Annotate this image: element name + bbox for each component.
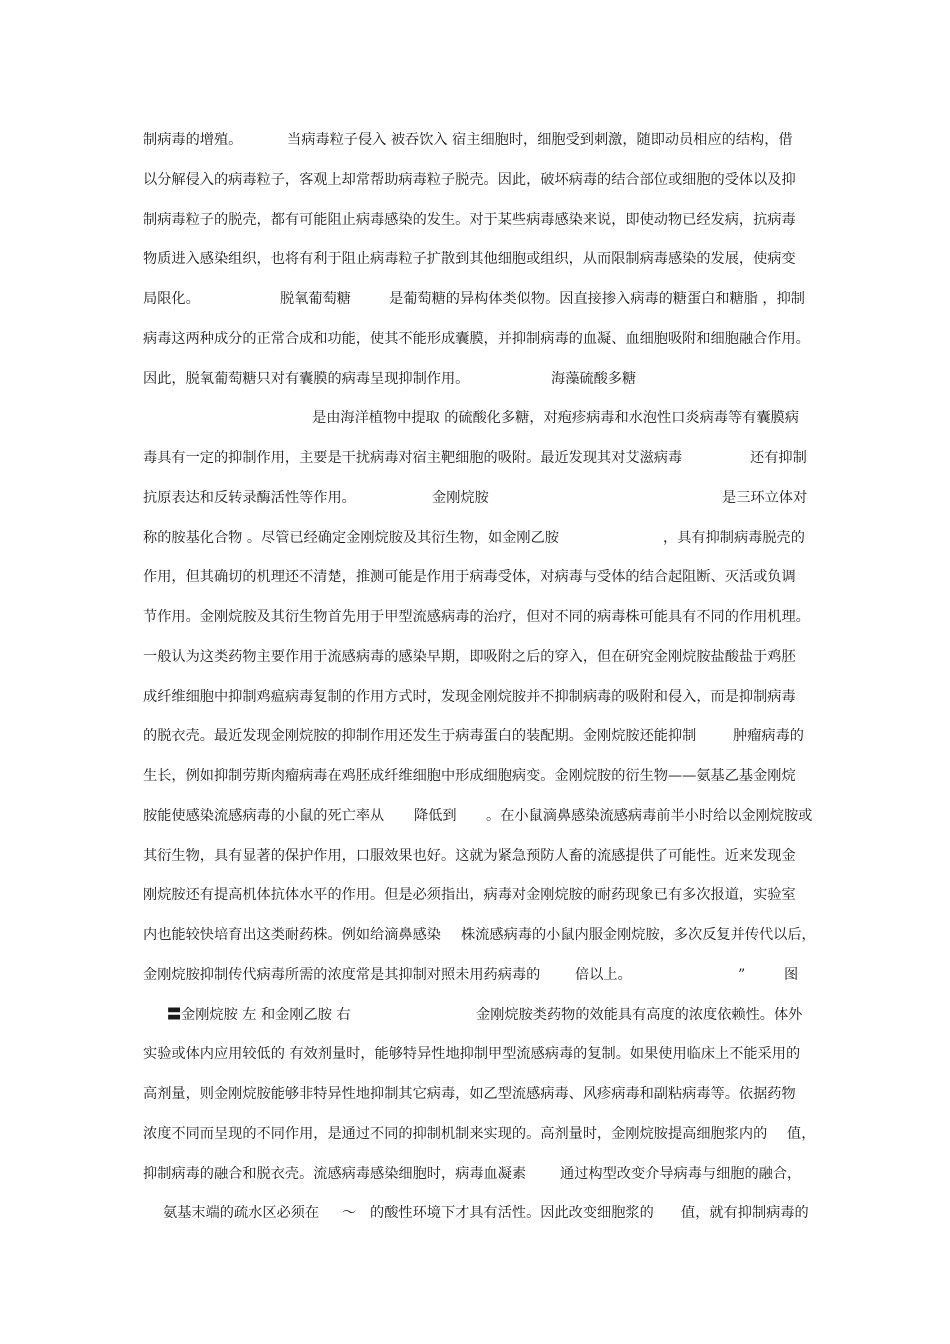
text-segment: 海藻硫酸多糖 [551,370,637,387]
text-segment: ～ [342,1205,357,1222]
text-segment: 节作用。金刚烷胺及其衍生物首先用于甲型流感病毒的治疗，但对不同的病毒株可能具有不同的作用机理。 [143,609,810,625]
text-line [0,370,950,388]
text-segment: 值，就有抑制病毒的 [681,1205,809,1222]
text-segment: 称的胺基化合物 。尽管已经确定金刚烷胺及其衍生物，如金刚乙胺 [143,529,559,546]
text-segment: 因此，脱氧葡萄糖只对有囊膜的病毒呈现抑制作用。 [143,370,470,387]
text-line [0,847,950,865]
text-line [0,449,950,467]
text-segment: 抑制病毒的融合和脱衣壳。流感病毒感染细胞时，病毒血凝素 [143,1165,527,1182]
text-segment: 以分解侵入的病毒粒子，客观上却常帮助病毒粒子脱壳。因此，破坏病毒的结合部位或细胞的受体以及抑 [143,171,796,188]
text-line [0,409,950,427]
text-segment: 通过构型改变介导病毒与细胞的融合， [560,1165,802,1182]
text-segment: 物质进入感染组织，也将有利于阻止病毒粒子扩散到其他细胞或组织，从而限制病毒感染的发展，使病变 [143,251,796,268]
text-line [0,211,950,229]
text-segment: 一般认为这类药物主要作用于流感病毒的感染早期，即吸附之后的穿入，但在研究金刚烷胺盐酸盐于鸡胚 [143,648,796,665]
text-line [0,529,950,547]
text-segment: 当病毒粒子侵入 被吞饮入 宿主细胞时，细胞受到刺激，随即动员相应的结构，借 [287,132,793,148]
text-line [0,608,950,626]
text-segment: 浓度不同而呈现的不同作用，是通过不同的抑制机制来实现的。高剂量时，金刚烷胺提高细胞浆内的 [143,1125,768,1142]
text-segment: 的脱衣壳。最近发现金刚烷胺的抑制作用还发生于病毒蛋白的装配期。金刚烷胺还能抑制 [143,728,697,745]
text-segment: 。在小鼠滴鼻感染流感病毒前半小时给以金刚烷胺或 [486,807,813,824]
text-line [0,290,950,308]
text-segment: 成纤维细胞中抑制鸡瘟病毒复制的作用方式时，发现金刚烷胺并不抑制病毒的吸附和侵入，而是抑制病毒 [143,688,796,705]
text-line [0,727,950,745]
text-line [0,1006,950,1024]
text-segment: 金刚烷胺 [432,489,489,506]
text-segment: 作用，但其确切的机理还不清楚，推测可能是作用于病毒受体，对病毒与受体的结合起阻断、灭活或负调 [143,569,796,586]
text-segment: 毒具有一定的抑制作用，主要是干扰病毒对宿主靶细胞的吸附。最近发现其对艾滋病毒 [143,450,683,466]
text-segment: 倍以上。 [575,966,632,983]
text-line [0,171,950,189]
text-segment: 值， [787,1125,816,1142]
text-segment: 株流感病毒的小鼠内服金刚烷胺，多次反复并传代以后， [461,927,816,943]
text-segment: 脱氧葡萄糖 [280,291,351,307]
text-line [0,648,950,666]
text-line [0,1045,950,1063]
text-segment: 其衍生物，具有显著的保护作用，口服效果也好。这就为紧急预防人畜的流感提供了可能性。近来发现金 [143,847,796,864]
text-line [0,489,950,507]
text-segment: 图 [784,966,799,983]
equals-symbol: 〓 [167,1006,182,1023]
text-line [0,250,950,268]
text-segment: 金刚烷胺 左 和金刚乙胺 右 [181,1006,351,1023]
text-segment: 制病毒的增殖。 [143,132,243,148]
text-segment: 刚烷胺还有提高机体抗体水平的作用。但是必须指出，病毒对金刚烷胺的耐药现象已有多次报道，实验室 [143,887,796,904]
text-segment: 生长，例如抑制劳斯肉瘤病毒在鸡胚成纤维细胞中形成细胞病变。金刚烷胺的衍生物——氨基乙基金刚烷 [143,768,796,784]
text-segment: 实验或体内应用较低的 有效剂量时，能够特异性地抑制甲型流感病毒的复制。如果使用临床上不能采用的 [143,1046,801,1063]
text-line [0,1204,950,1222]
text-segment: 氨基末端的疏水区必须在 [163,1205,320,1222]
text-line [0,1165,950,1183]
text-segment: 是由海洋植物中提取 的硫酸化多糖，对疱疹病毒和水泡性口炎病毒等有囊膜病 [312,410,799,427]
text-line [0,926,950,944]
text-line [0,131,950,149]
text-line [0,568,950,586]
text-segment: 是三环立体对 [722,489,808,506]
text-line [0,1085,950,1103]
text-line [0,767,950,785]
text-segment: ” [738,966,746,983]
text-segment: 高剂量，则金刚烷胺能够非特异性地抑制其它病毒，如乙型流感病毒、风疹病毒和副粘病毒等。依据药物 [143,1086,796,1102]
text-segment: 是葡萄糖的异构体类似物。因直接掺入病毒的糖蛋白和糖脂 ，抑制 [389,291,805,307]
text-segment: 降低到 [414,807,457,824]
text-segment: 胺能使感染流感病毒的小鼠的死亡率从 [143,807,385,824]
text-line [0,966,950,984]
text-segment: 内也能较快培育出这类耐药株。例如给滴鼻感染 [143,927,441,943]
text-line [0,330,950,348]
text-segment: 金刚烷胺类药物的效能具有高度的浓度依赖性。体外 [476,1006,803,1023]
text-segment: ，具有抑制病毒脱壳的 [663,529,805,546]
text-segment: 局限化。 [143,291,200,307]
text-line [0,886,950,904]
text-segment: 抗原表达和反转录酶活性等作用。 [143,489,356,506]
text-segment: 病毒这两种成分的正常合成和功能，使其不能形成囊膜，并抑制病毒的血凝、血细胞吸附和细胞融合作用。 [143,330,810,347]
text-segment: 制病毒粒子的脱壳，都有可能阻止病毒感染的发生。对于某些病毒感染来说，即使动物已经发病，抗病毒 [143,211,796,228]
text-segment: 金刚烷胺抑制传代病毒所需的浓度常是其抑制对照未用药病毒的 [143,966,541,983]
text-line [0,688,950,706]
text-segment: 肿瘤病毒的 [733,728,804,745]
text-line [0,1125,950,1143]
text-segment: 还有抑制 [750,450,807,466]
text-segment: 的酸性环境下才具有活性。因此改变细胞浆的 [370,1205,654,1222]
text-line [0,807,950,825]
